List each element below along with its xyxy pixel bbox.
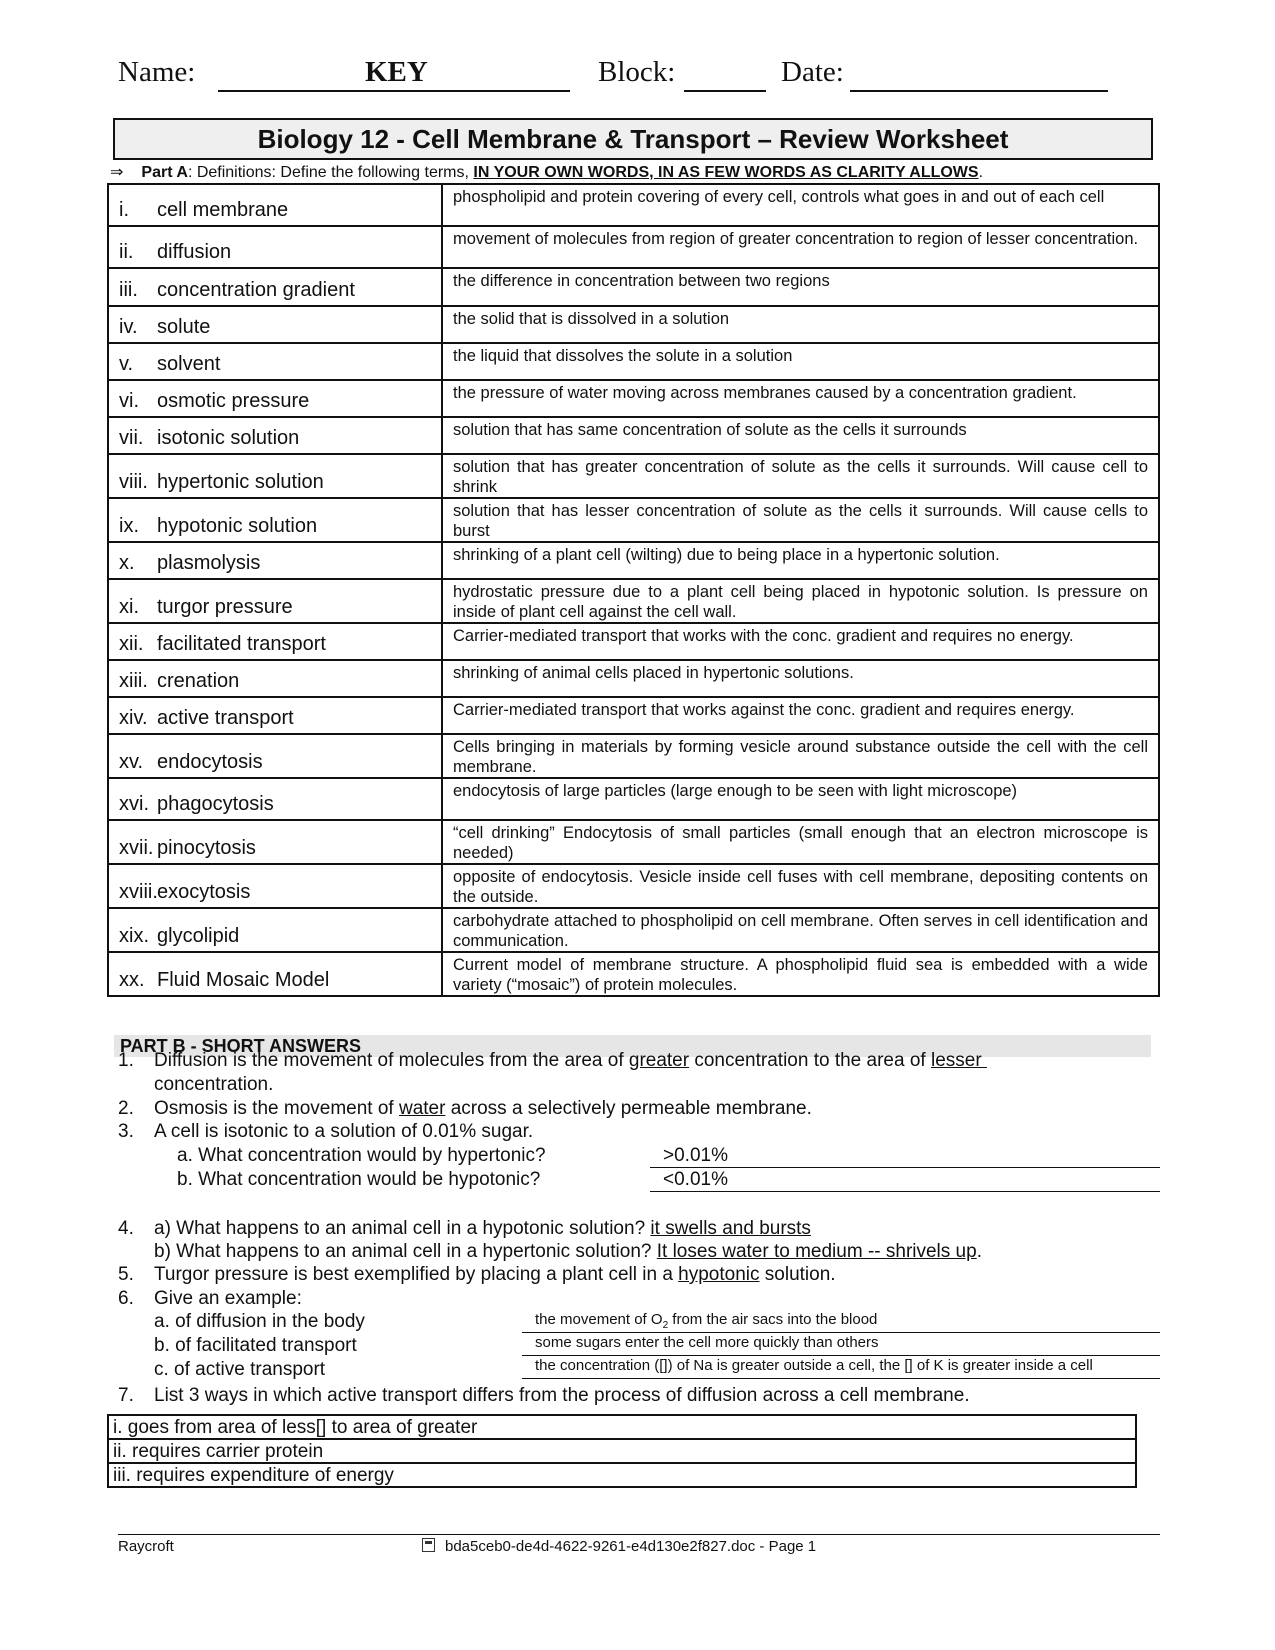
q3-num: 3. xyxy=(118,1121,134,1142)
term-cell xyxy=(108,498,442,542)
table-row xyxy=(108,498,1159,542)
q6a-answer-sub: 2 xyxy=(662,1320,669,1331)
term-number: v. xyxy=(119,353,134,375)
term-number: xv. xyxy=(119,751,144,773)
definition-cell: the difference in concentration between two regions xyxy=(442,268,1159,306)
q2-text-b: across a selectively permeable membrane. xyxy=(445,1098,812,1119)
footer-filename-text: bda5ceb0-de4d-4622-9261-e4d130e2f827.doc - Page 1 xyxy=(445,1538,817,1555)
term-cell xyxy=(108,268,442,306)
term-cell xyxy=(108,908,442,952)
q5-text-b: solution. xyxy=(759,1264,836,1285)
table-row xyxy=(108,1415,1136,1439)
term-label: phagocytosis xyxy=(157,793,274,815)
term-cell xyxy=(108,380,442,417)
term-cell xyxy=(108,306,442,343)
definition-cell: solution that has lesser concentration of solute as the cells it surrounds. Will cause cells to burst xyxy=(442,498,1159,542)
definition-cell: the pressure of water moving across membranes caused by a concentration gradient. xyxy=(442,380,1159,417)
definition-cell: the solid that is dissolved in a solution xyxy=(442,306,1159,343)
worksheet-title: Biology 12 - Cell Membrane & Transport – Review Worksheet xyxy=(113,118,1153,160)
q1-text-b: concentration to the area of xyxy=(689,1050,931,1071)
q1-answer-lesser: lesser xyxy=(930,1050,987,1071)
part-a-end: . xyxy=(978,164,984,181)
table-row xyxy=(108,864,1159,908)
term-number: xi. xyxy=(119,596,139,618)
q2-num: 2. xyxy=(118,1098,134,1119)
term-number: ix. xyxy=(119,515,139,537)
name-underline xyxy=(218,90,570,92)
q6a-question: a. of diffusion in the body xyxy=(154,1311,365,1332)
q6a-answer xyxy=(535,1311,877,1331)
q4b-question: b) What happens to an animal cell in a hypertonic solution? xyxy=(154,1241,657,1262)
term-label: solvent xyxy=(157,353,221,375)
q1 xyxy=(118,1050,987,1072)
term-label: Fluid Mosaic Model xyxy=(157,969,330,991)
term-label: crenation xyxy=(157,670,240,692)
definition-cell: phospholipid and protein covering of every cell, controls what goes in and out of each cell xyxy=(442,184,1159,226)
q6b-question: b. of facilitated transport xyxy=(154,1335,357,1356)
q6b-answer: some sugars enter the cell more quickly than others xyxy=(535,1334,879,1351)
q6-num: 6. xyxy=(118,1288,134,1309)
term-number: vii. xyxy=(119,427,144,449)
table-row xyxy=(108,1439,1136,1463)
part-a-label: Part A xyxy=(141,164,188,181)
term-number: vi. xyxy=(119,390,139,412)
q7-text: List 3 ways in which active transport differs from the process of diffusion across a cell membrane. xyxy=(154,1385,970,1406)
name-label: Name: xyxy=(118,56,196,88)
q5 xyxy=(118,1264,836,1286)
table-row xyxy=(108,184,1159,226)
term-number: iii. xyxy=(119,279,138,301)
definition-cell: movement of molecules from region of greater concentration to region of lesser concentration. xyxy=(442,226,1159,268)
term-label: concentration gradient xyxy=(157,279,355,301)
q3-text: A cell is isotonic to a solution of 0.01% sugar. xyxy=(154,1121,534,1142)
term-cell xyxy=(108,623,442,660)
footer-rule xyxy=(118,1534,1160,1535)
term-label: endocytosis xyxy=(157,751,263,773)
q7 xyxy=(118,1385,970,1407)
q4-num: 4. xyxy=(118,1218,134,1239)
definition-cell: Current model of membrane structure. A phospholipid fluid sea is embedded with a wide variety (“mosaic”) of protein molecules. xyxy=(442,952,1159,996)
table-row xyxy=(108,660,1159,697)
q6a-answer-pre: the movement of O xyxy=(535,1311,663,1328)
q1-answer-greater: greater xyxy=(628,1050,690,1071)
q2-text-a: Osmosis is the movement of xyxy=(154,1098,399,1119)
term-label: active transport xyxy=(157,707,294,729)
term-label: solute xyxy=(157,316,211,338)
table-row xyxy=(108,268,1159,306)
term-number: viii. xyxy=(119,471,148,493)
q5-num: 5. xyxy=(118,1264,134,1285)
table-row xyxy=(108,380,1159,417)
table-row xyxy=(108,734,1159,778)
q3a-answer: >0.01% xyxy=(663,1145,728,1166)
term-number: xix. xyxy=(119,925,149,947)
term-label: pinocytosis xyxy=(157,837,256,859)
way-1: i. goes from area of less[] to area of greater xyxy=(108,1415,1136,1439)
q3a-question: a. What concentration would by hypertonic? xyxy=(177,1145,546,1166)
term-cell xyxy=(108,542,442,579)
q6b-answer-line xyxy=(522,1355,1160,1356)
q4b-end: . xyxy=(976,1241,982,1262)
q4a-answer: it swells and bursts xyxy=(650,1218,811,1239)
definition-cell: shrinking of animal cells placed in hypertonic solutions. xyxy=(442,660,1159,697)
term-cell xyxy=(108,864,442,908)
term-cell xyxy=(108,778,442,820)
q2 xyxy=(118,1098,812,1120)
term-cell xyxy=(108,734,442,778)
q2-answer: water xyxy=(398,1098,446,1119)
term-cell xyxy=(108,820,442,864)
definition-cell: shrinking of a plant cell (wilting) due to being place in a hypertonic solution. xyxy=(442,542,1159,579)
term-number: xiii. xyxy=(119,670,148,692)
term-number: xii. xyxy=(119,633,144,655)
q1-text-c: concentration. xyxy=(154,1074,274,1095)
term-number: xx. xyxy=(119,969,145,991)
q4b-answer: It loses water to medium -- shrivels up xyxy=(656,1241,977,1262)
definition-cell: solution that has same concentration of solute as the cells it surrounds xyxy=(442,417,1159,454)
table-row xyxy=(108,778,1159,820)
term-label: turgor pressure xyxy=(157,596,293,618)
table-row xyxy=(108,1463,1136,1487)
date-label: Date: xyxy=(781,56,844,88)
part-a-emphasis: IN YOUR OWN WORDS, IN AS FEW WORDS AS CLARITY ALLOWS xyxy=(473,164,979,181)
q7-num: 7. xyxy=(118,1385,134,1406)
definition-cell: hydrostatic pressure due to a plant cell being placed in hypotonic solution. Is pressure on inside of plant cell against the cell wall. xyxy=(442,579,1159,623)
term-number: i. xyxy=(119,199,129,221)
definition-cell: “cell drinking” Endocytosis of small particles (small enough that an electron microscope is needed) xyxy=(442,820,1159,864)
part-b-heading: PART B - SHORT ANSWERS xyxy=(114,1035,1151,1057)
term-label: hypotonic solution xyxy=(157,515,318,537)
term-cell xyxy=(108,417,442,454)
table-row xyxy=(108,952,1159,996)
q5-text-a: Turgor pressure is best exemplified by placing a plant cell in a xyxy=(154,1264,679,1285)
footer-filename xyxy=(422,1538,816,1555)
term-label: osmotic pressure xyxy=(157,390,310,412)
q1-num: 1. xyxy=(118,1050,134,1071)
q6a-answer-post: from the air sacs into the blood xyxy=(668,1311,878,1328)
q1-text-a: Diffusion is the movement of molecules from the area of xyxy=(154,1050,629,1071)
q6c-answer-line xyxy=(522,1378,1160,1379)
term-label: diffusion xyxy=(157,241,232,263)
term-label: plasmolysis xyxy=(157,552,261,574)
part-a-instructions xyxy=(110,162,983,182)
table-row xyxy=(108,579,1159,623)
q6c-question: c. of active transport xyxy=(154,1359,326,1380)
q6-text: Give an example: xyxy=(154,1288,302,1309)
table-row xyxy=(108,908,1159,952)
definition-cell: solution that has greater concentration of solute as the cells it surrounds. Will cause cell to shrink xyxy=(442,454,1159,498)
term-label: isotonic solution xyxy=(157,427,300,449)
definitions-table xyxy=(107,183,1160,997)
term-cell xyxy=(108,697,442,734)
table-row xyxy=(108,226,1159,268)
q3b-question: b. What concentration would be hypotonic? xyxy=(177,1169,541,1190)
header xyxy=(118,56,1160,96)
term-cell xyxy=(108,454,442,498)
way-3: iii. requires expenditure of energy xyxy=(108,1463,1136,1487)
table-row xyxy=(108,306,1159,343)
term-cell xyxy=(108,952,442,996)
term-cell xyxy=(108,226,442,268)
q5-answer: hypotonic xyxy=(678,1264,760,1285)
q3a-answer-line xyxy=(650,1167,1160,1168)
definition-cell: Cells bringing in materials by forming vesicle around substance outside the cell with the cell membrane. xyxy=(442,734,1159,778)
ways-table xyxy=(107,1414,1137,1488)
term-label: glycolipid xyxy=(157,925,240,947)
term-label: cell membrane xyxy=(157,199,289,221)
term-label: exocytosis xyxy=(157,881,251,903)
term-number: xvi. xyxy=(119,793,149,815)
term-number: ii. xyxy=(119,241,134,263)
q6a-answer-line xyxy=(522,1332,1160,1333)
table-row xyxy=(108,454,1159,498)
table-row xyxy=(108,820,1159,864)
way-2: ii. requires carrier protein xyxy=(108,1439,1136,1463)
term-cell xyxy=(108,184,442,226)
q4a-question: a) What happens to an animal cell in a hypotonic solution? xyxy=(154,1218,651,1239)
definition-cell: Carrier-mediated transport that works against the conc. gradient and requires energy. xyxy=(442,697,1159,734)
definition-cell: Carrier-mediated transport that works with the conc. gradient and requires no energy. xyxy=(442,623,1159,660)
block-label: Block: xyxy=(598,56,676,88)
table-row xyxy=(108,343,1159,380)
term-number: xiv. xyxy=(119,707,148,729)
q3 xyxy=(118,1121,533,1143)
part-a-text: : Definitions: Define the following terms, xyxy=(187,164,474,181)
term-cell xyxy=(108,579,442,623)
date-underline xyxy=(850,90,1108,92)
table-row xyxy=(108,542,1159,579)
arrow-icon: ⇒ xyxy=(110,164,124,181)
term-number: iv. xyxy=(119,316,138,338)
term-label: hypertonic solution xyxy=(157,471,324,493)
document-icon xyxy=(422,1538,435,1552)
table-row xyxy=(108,697,1159,734)
block-underline xyxy=(684,90,766,92)
q6 xyxy=(118,1288,302,1310)
name-value: KEY xyxy=(365,56,428,88)
term-cell xyxy=(108,343,442,380)
term-cell xyxy=(108,660,442,697)
term-number: xvii. xyxy=(119,837,154,859)
definition-cell: opposite of endocytosis. Vesicle inside cell fuses with cell membrane, depositing contents on the outside. xyxy=(442,864,1159,908)
q4a xyxy=(118,1218,811,1240)
q3b-answer-line xyxy=(650,1191,1160,1192)
footer-author: Raycroft xyxy=(118,1538,174,1555)
term-label: facilitated transport xyxy=(157,633,326,655)
definition-cell: carbohydrate attached to phospholipid on cell membrane. Often serves in cell identification and communication. xyxy=(442,908,1159,952)
term-number: xviii. xyxy=(119,881,158,903)
definition-cell: the liquid that dissolves the solute in a solution xyxy=(442,343,1159,380)
term-number: x. xyxy=(119,552,135,574)
table-row xyxy=(108,623,1159,660)
q3b-answer: <0.01% xyxy=(663,1169,728,1190)
definition-cell: endocytosis of large particles (large enough to be seen with light microscope) xyxy=(442,778,1159,820)
q6c-answer: the concentration ([]) of Na is greater outside a cell, the [] of K is greater inside a cell xyxy=(535,1357,1093,1374)
table-row xyxy=(108,417,1159,454)
q4b xyxy=(154,1241,982,1263)
